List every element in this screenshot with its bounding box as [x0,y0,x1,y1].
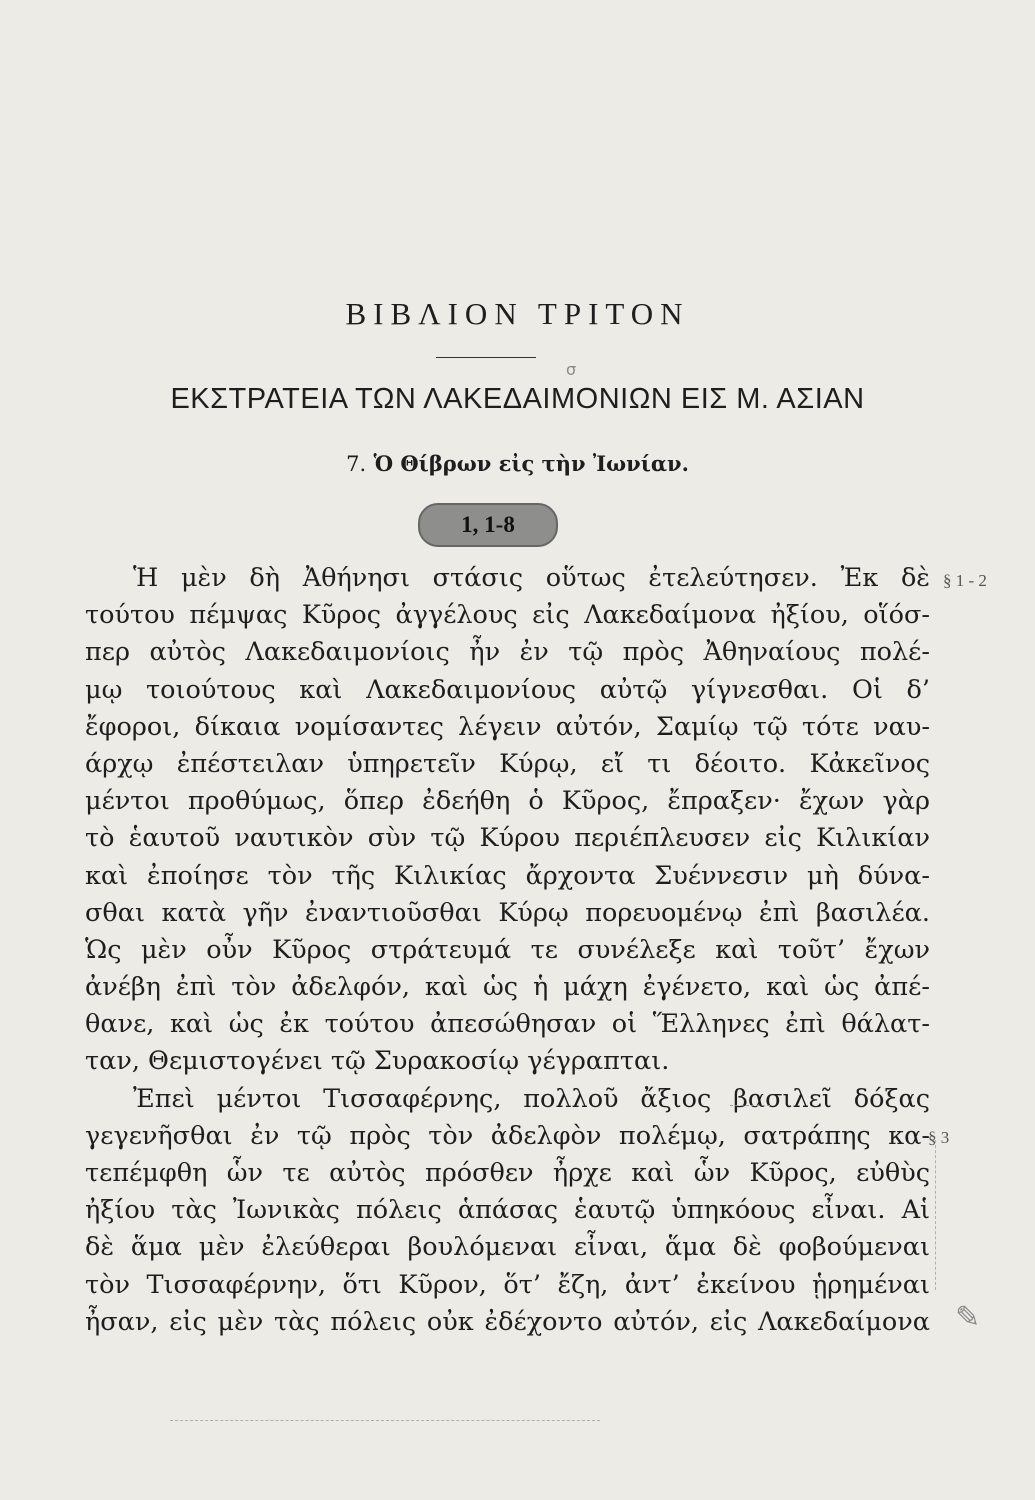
main-text [85,560,930,1341]
handwriting-scribble [730,1095,770,1106]
text-line: τὸ ἑαυτοῦ ναυτικὸν σὺν τῷ Κύρου περιέπλευσεν εἰς Κιλικίαν [85,823,930,854]
text-line: τούτου πέμψας Κῦρος ἀγγέλους εἰς Λακεδαίμονα ἠξίου, οἵόσ- [85,600,930,631]
text-line: τὸν Τισσαφέρνην, ὅτι Κῦρον, ὅτ’ ἔζη, ἀντ’ ἐκείνου ᾑρημέναι [85,1269,930,1300]
pencil-scribble-mark: ✎ [955,1300,981,1335]
text-line: Ὡς μὲν οὖν Κῦρος στράτευμά τε συνέλεξε καὶ τοῦτ’ ἔχων [85,934,930,965]
text-line: γεγενῆσθαι ἐν τῷ πρὸς τὸν ἀδελφὸν πολέμῳ, σατράπης κα- [85,1120,930,1151]
text-line: σθαι κατὰ γῆν ἐναντιοῦσθαι Κύρῳ πορευομένῳ ἐπὶ βασιλέα. [85,897,930,928]
text-line: Ἡ μὲν δὴ Ἀθήνησι στάσις οὕτως ἐτελεύτησεν. Ἐκ δὲ [133,563,930,593]
text-line: μῳ τοιούτους καὶ Λακεδαιμονίους αὐτῷ γίγνεσθαι. Οἱ δ’ [85,674,930,705]
text-line: περ αὐτὸς Λακεδαιμονίοις ἦν ἐν τῷ πρὸς Ἀθηναίους πολέ- [85,637,930,668]
part-title: ΕΚΣΤΡΑΤΕΙΑ ΤΩΝ ΛΑΚΕΔΑΙΜΟΝΙΩΝ ΕΙΣ Μ. ΑΣΙΑΝ [170,383,865,415]
handwriting-scribble [935,1140,1026,1290]
text-line: ἔφοροι, δίκαια νομίσαντες λέγειν αὐτόν, Σαμίῳ τῷ τότε ναυ- [85,711,930,742]
passage-reference: 1, 1-8 [418,503,558,547]
handwriting-scribble [170,1420,600,1471]
book-title: ΒΙΒΛΙΟΝ ΤΡΙΤΟΝ [345,296,690,331]
section-ref-1-2: § 1 - 2 [943,571,987,590]
text-line: δὲ ἅμα μὲν ἐλεύθεραι βουλόμεναι εἶναι, ἅμα δὲ φοβούμεναι [85,1232,930,1263]
pencil-mark: σ [566,360,577,379]
title-divider [436,357,536,358]
text-line: θανε, καὶ ὡς ἐκ τούτου ἀπεσώθησαν οἱ Ἕλληνες ἐπὶ θάλατ- [85,1009,930,1040]
section-ref-3: § 3 [928,1128,950,1147]
text-line: Ἐπεὶ μέντοι Τισσαφέρνης, πολλοῦ ἄξιος βασιλεῖ δόξας [133,1083,930,1114]
chapter-number: 7. [346,452,367,476]
text-line: τεπέμφθη ὧν τε αὐτὸς πρόσθεν ἦρχε καὶ ὧν Κῦρος, εὐθὺς [85,1158,930,1188]
text-line: μέντοι προθύμως, ὅπερ ἐδεήθη ὁ Κῦρος, ἔπραξεν· ἔχων γὰρ [85,786,930,817]
text-line: καὶ ἐποίησε τὸν τῆς Κιλικίας ἄρχοντα Συέννεσιν μὴ δύνα- [85,860,930,891]
chapter-title: Ὁ Θίβρων εἰς τὴν Ἰωνίαν. [373,451,689,476]
text-line: ἠξίου τὰς Ἰωνικὰς πόλεις ἁπάσας ἑαυτῷ ὑπηκόους εἶναι. Αἱ [85,1195,930,1226]
text-line: άρχῳ ἐπέστειλαν ὑπηρετεῖν Κύρῳ, εἴ τι δέοιτο. Κἀκεῖνος [85,748,930,779]
text-line: ταν, Θεμιστογένει τῷ Συρακοσίῳ γέγραπται. [85,1046,670,1077]
text-line: ἀνέβη ἐπὶ τὸν ἀδελφόν, καὶ ὡς ἡ μάχη ἐγένετο, καὶ ὡς ἀπέ- [85,972,930,1003]
text-line: ἦσαν, εἰς μὲν τὰς πόλεις οὐκ ἐδέχοντο αὐτόν, εἰς Λακεδαίμονα [85,1306,930,1337]
chapter-heading [0,451,1035,476]
